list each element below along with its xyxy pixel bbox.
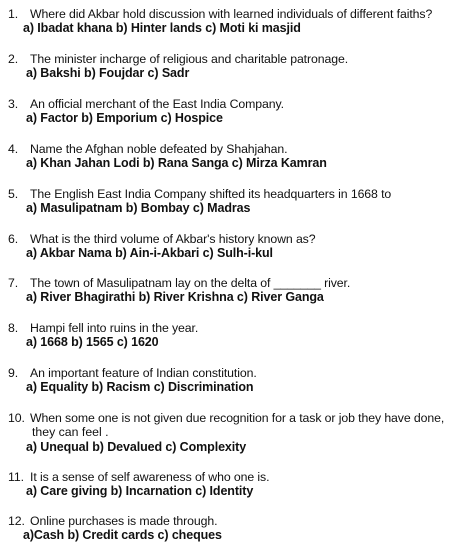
answer-options: a) Unequal b) Devalued c) Complexity (26, 440, 247, 454)
question-number: 5. (8, 187, 19, 201)
answer-options: a) Factor b) Emporium c) Hospice (26, 111, 223, 125)
question-text: An official merchant of the East India Company. (30, 97, 284, 111)
question-text: The English East India Company shifted its headquarters in 1668 to (30, 187, 392, 201)
question-text: It is a sense of self awareness of who one is. (30, 470, 270, 484)
question-number: 9. (8, 366, 19, 380)
answer-options: a) Ibadat khana b) Hinter lands c) Moti ki masjid (23, 21, 301, 35)
question-number: 8. (8, 321, 19, 335)
answer-options: a) Khan Jahan Lodi b) Rana Sanga c) Mirza Kamran (26, 156, 327, 170)
question-text-continued: they can feel . (32, 425, 109, 439)
answer-options: a) Bakshi b) Foujdar c) Sadr (26, 66, 190, 80)
question-number: 1. (8, 7, 19, 21)
question-text: Online purchases is made through. (30, 514, 218, 528)
question-number: 11. (8, 470, 24, 484)
answer-options: a) 1668 b) 1565 c) 1620 (26, 335, 159, 349)
question-number: 12. (8, 514, 25, 528)
question-text: Name the Afghan noble defeated by Shahjahan. (30, 142, 288, 156)
question-text: Where did Akbar hold discussion with learned individuals of different faiths? (30, 7, 433, 21)
question-number: 10. (8, 411, 25, 425)
question-text: The minister incharge of religious and charitable patronage. (30, 52, 349, 66)
answer-options: a) Care giving b) Incarnation c) Identity (26, 484, 254, 498)
question-text: When some one is not given due recognition for a task or job they have done, (30, 411, 445, 425)
question-number: 2. (8, 52, 19, 66)
answer-options: a) Equality b) Racism c) Discrimination (26, 380, 254, 394)
question-number: 3. (8, 97, 19, 111)
answer-options: a)Cash b) Credit cards c) cheques (23, 528, 222, 542)
question-text: What is the third volume of Akbar's history known as? (30, 232, 316, 246)
question-text: Hampi fell into ruins in the year. (30, 321, 199, 335)
answer-options: a) Akbar Nama b) Ain-i-Akbari c) Sulh-i-kul (26, 246, 273, 260)
question-text: The town of Masulipatnam lay on the delta of _______ river. (30, 276, 351, 290)
answer-options: a) River Bhagirathi b) River Krishna c) River Ganga (26, 290, 324, 304)
question-number: 7. (8, 276, 19, 290)
answer-options: a) Masulipatnam b) Bombay c) Madras (26, 201, 251, 215)
question-number: 6. (8, 232, 19, 246)
question-number: 4. (8, 142, 19, 156)
question-text: An important feature of Indian constitution. (30, 366, 257, 380)
